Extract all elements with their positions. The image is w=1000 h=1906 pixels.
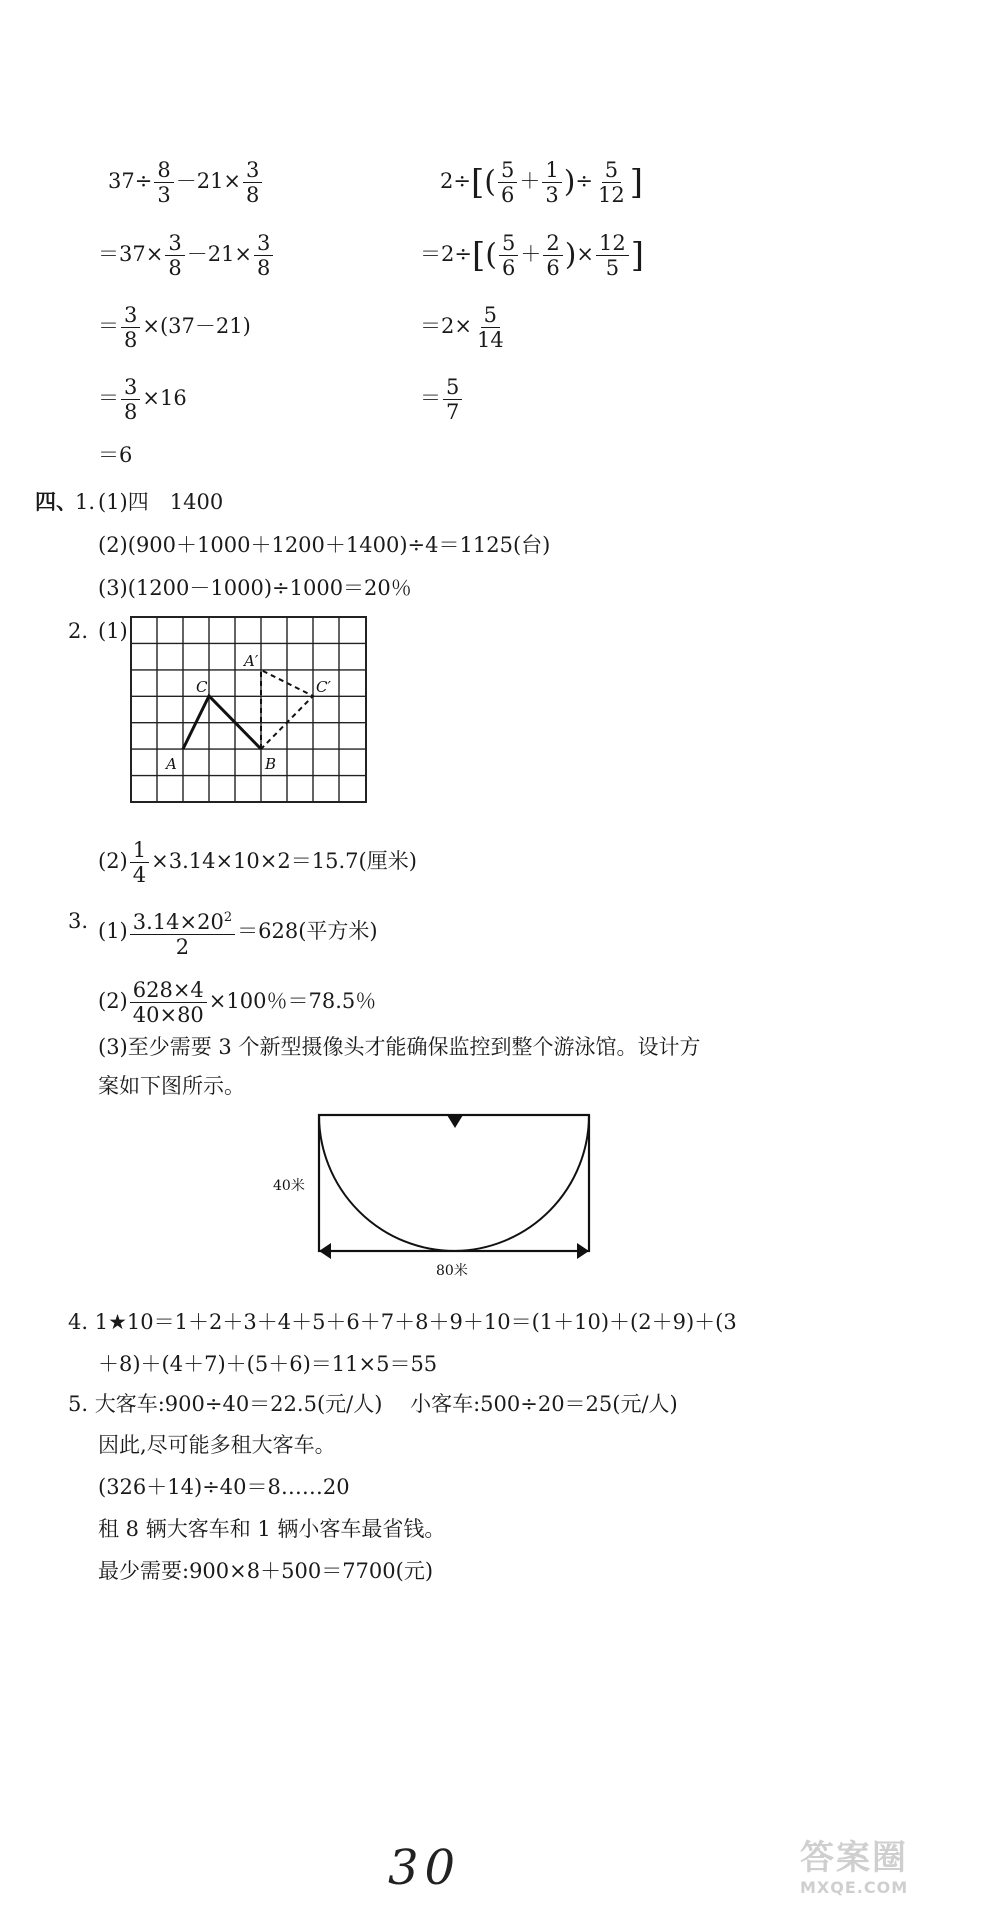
camera-right-marker [577, 1243, 589, 1259]
camera-top-marker [447, 1115, 463, 1128]
point-label-a-prime: A′ [244, 652, 259, 670]
section-four-heading: 四、 [35, 489, 77, 514]
pool-width-label: 80米 [436, 1263, 468, 1279]
q1-part2: (2)(900＋1000＋1200＋1400)÷4＝1125(台) [98, 533, 551, 557]
pool-height-label: 40米 [273, 1178, 305, 1194]
camera-left-marker [319, 1243, 331, 1259]
pool-camera-diagram [270, 1108, 600, 1283]
q3-part1: (1) $\frac{3.14\times 20^2}{2}$ ＝628(平方米) [98, 906, 378, 959]
q1-part3: (3)(1200－1000)÷1000＝20％ [98, 576, 412, 600]
calc-left-line-5: ＝6 [98, 443, 133, 467]
q4-line1: 4. 1★10＝1＋2＋3＋4＋5＋6＋7＋8＋9＋10＝(1＋10)＋(2＋9)＋(3 [68, 1310, 737, 1334]
q5-line5: 最少需要:900×8＋500＝7700(元) [98, 1559, 434, 1583]
q2-part1: (1) [98, 619, 128, 643]
q2-label: 2. [68, 619, 89, 643]
calc-left-line-2: ＝37× $\frac{3}{8}$ －21× $\frac{3}{8}$ [98, 231, 275, 280]
calc-left-line-4: ＝ $\frac{3}{8}$ ×16 [98, 375, 187, 424]
q1-label: 1. [75, 490, 96, 514]
watermark-url-text: MXQE.COM [800, 1878, 909, 1897]
point-label-a: A [166, 755, 177, 773]
q3-part3-line2: 案如下图所示。 [98, 1074, 245, 1098]
calc-right-line-3: ＝2× $\frac{5}{14}$ [420, 303, 504, 352]
page-number: 30 [388, 1840, 462, 1896]
q3-part3-line1: (3)至少需要 3 个新型摄像头才能确保监控到整个游泳馆。设计方 [98, 1035, 701, 1059]
point-label-b: B [265, 755, 277, 773]
point-label-c-prime: C′ [316, 678, 331, 696]
calc-right-line-2: ＝2÷[( $\frac{5}{6}$ ＋ $\frac{2}{6}$ )× $\frac{12}{5}$ ] [420, 231, 645, 280]
q4-line2: ＋8)＋(4＋7)＋(5＋6)＝11×5＝55 [98, 1352, 438, 1376]
q1-part1: (1)四 1400 [98, 490, 224, 514]
watermark-main-text: 答案圈 [800, 1838, 908, 1878]
calc-left-line-3: ＝ $\frac{3}{8}$ ×(37－21) [98, 303, 251, 352]
calc-left-line-1: 37÷ $\frac{8}{3}$ －21× $\frac{3}{8}$ [108, 158, 264, 207]
q5-line1: 5. 大客车:900÷40＝22.5(元/人) 小客车:500÷20＝25(元/人) [68, 1392, 678, 1416]
calc-right-line-1: 2÷[( $\frac{5}{6}$ ＋ $\frac{1}{3}$ )÷ $\frac{5}{12}$ ] [440, 158, 644, 207]
q3-part2: (2) $\frac{628\times 4}{40\times 80}$ ×100％＝78.5％ [98, 978, 377, 1027]
q5-line4: 租 8 辆大客车和 1 辆小客车最省钱。 [98, 1517, 446, 1541]
q5-line2: 因此,尽可能多租大客车。 [98, 1433, 336, 1457]
watermark-logo [800, 1838, 990, 1900]
q3-label: 3. [68, 909, 89, 933]
point-label-c: C [196, 678, 208, 696]
calc-right-line-4: ＝ $\frac{5}{7}$ [420, 375, 464, 424]
rotation-grid-figure [128, 614, 372, 806]
q5-line3: (326＋14)÷40＝8……20 [98, 1475, 350, 1499]
q2-part2: (2) $\frac{1}{4}$ ×3.14×10×2＝15.7(厘米) [98, 838, 417, 887]
